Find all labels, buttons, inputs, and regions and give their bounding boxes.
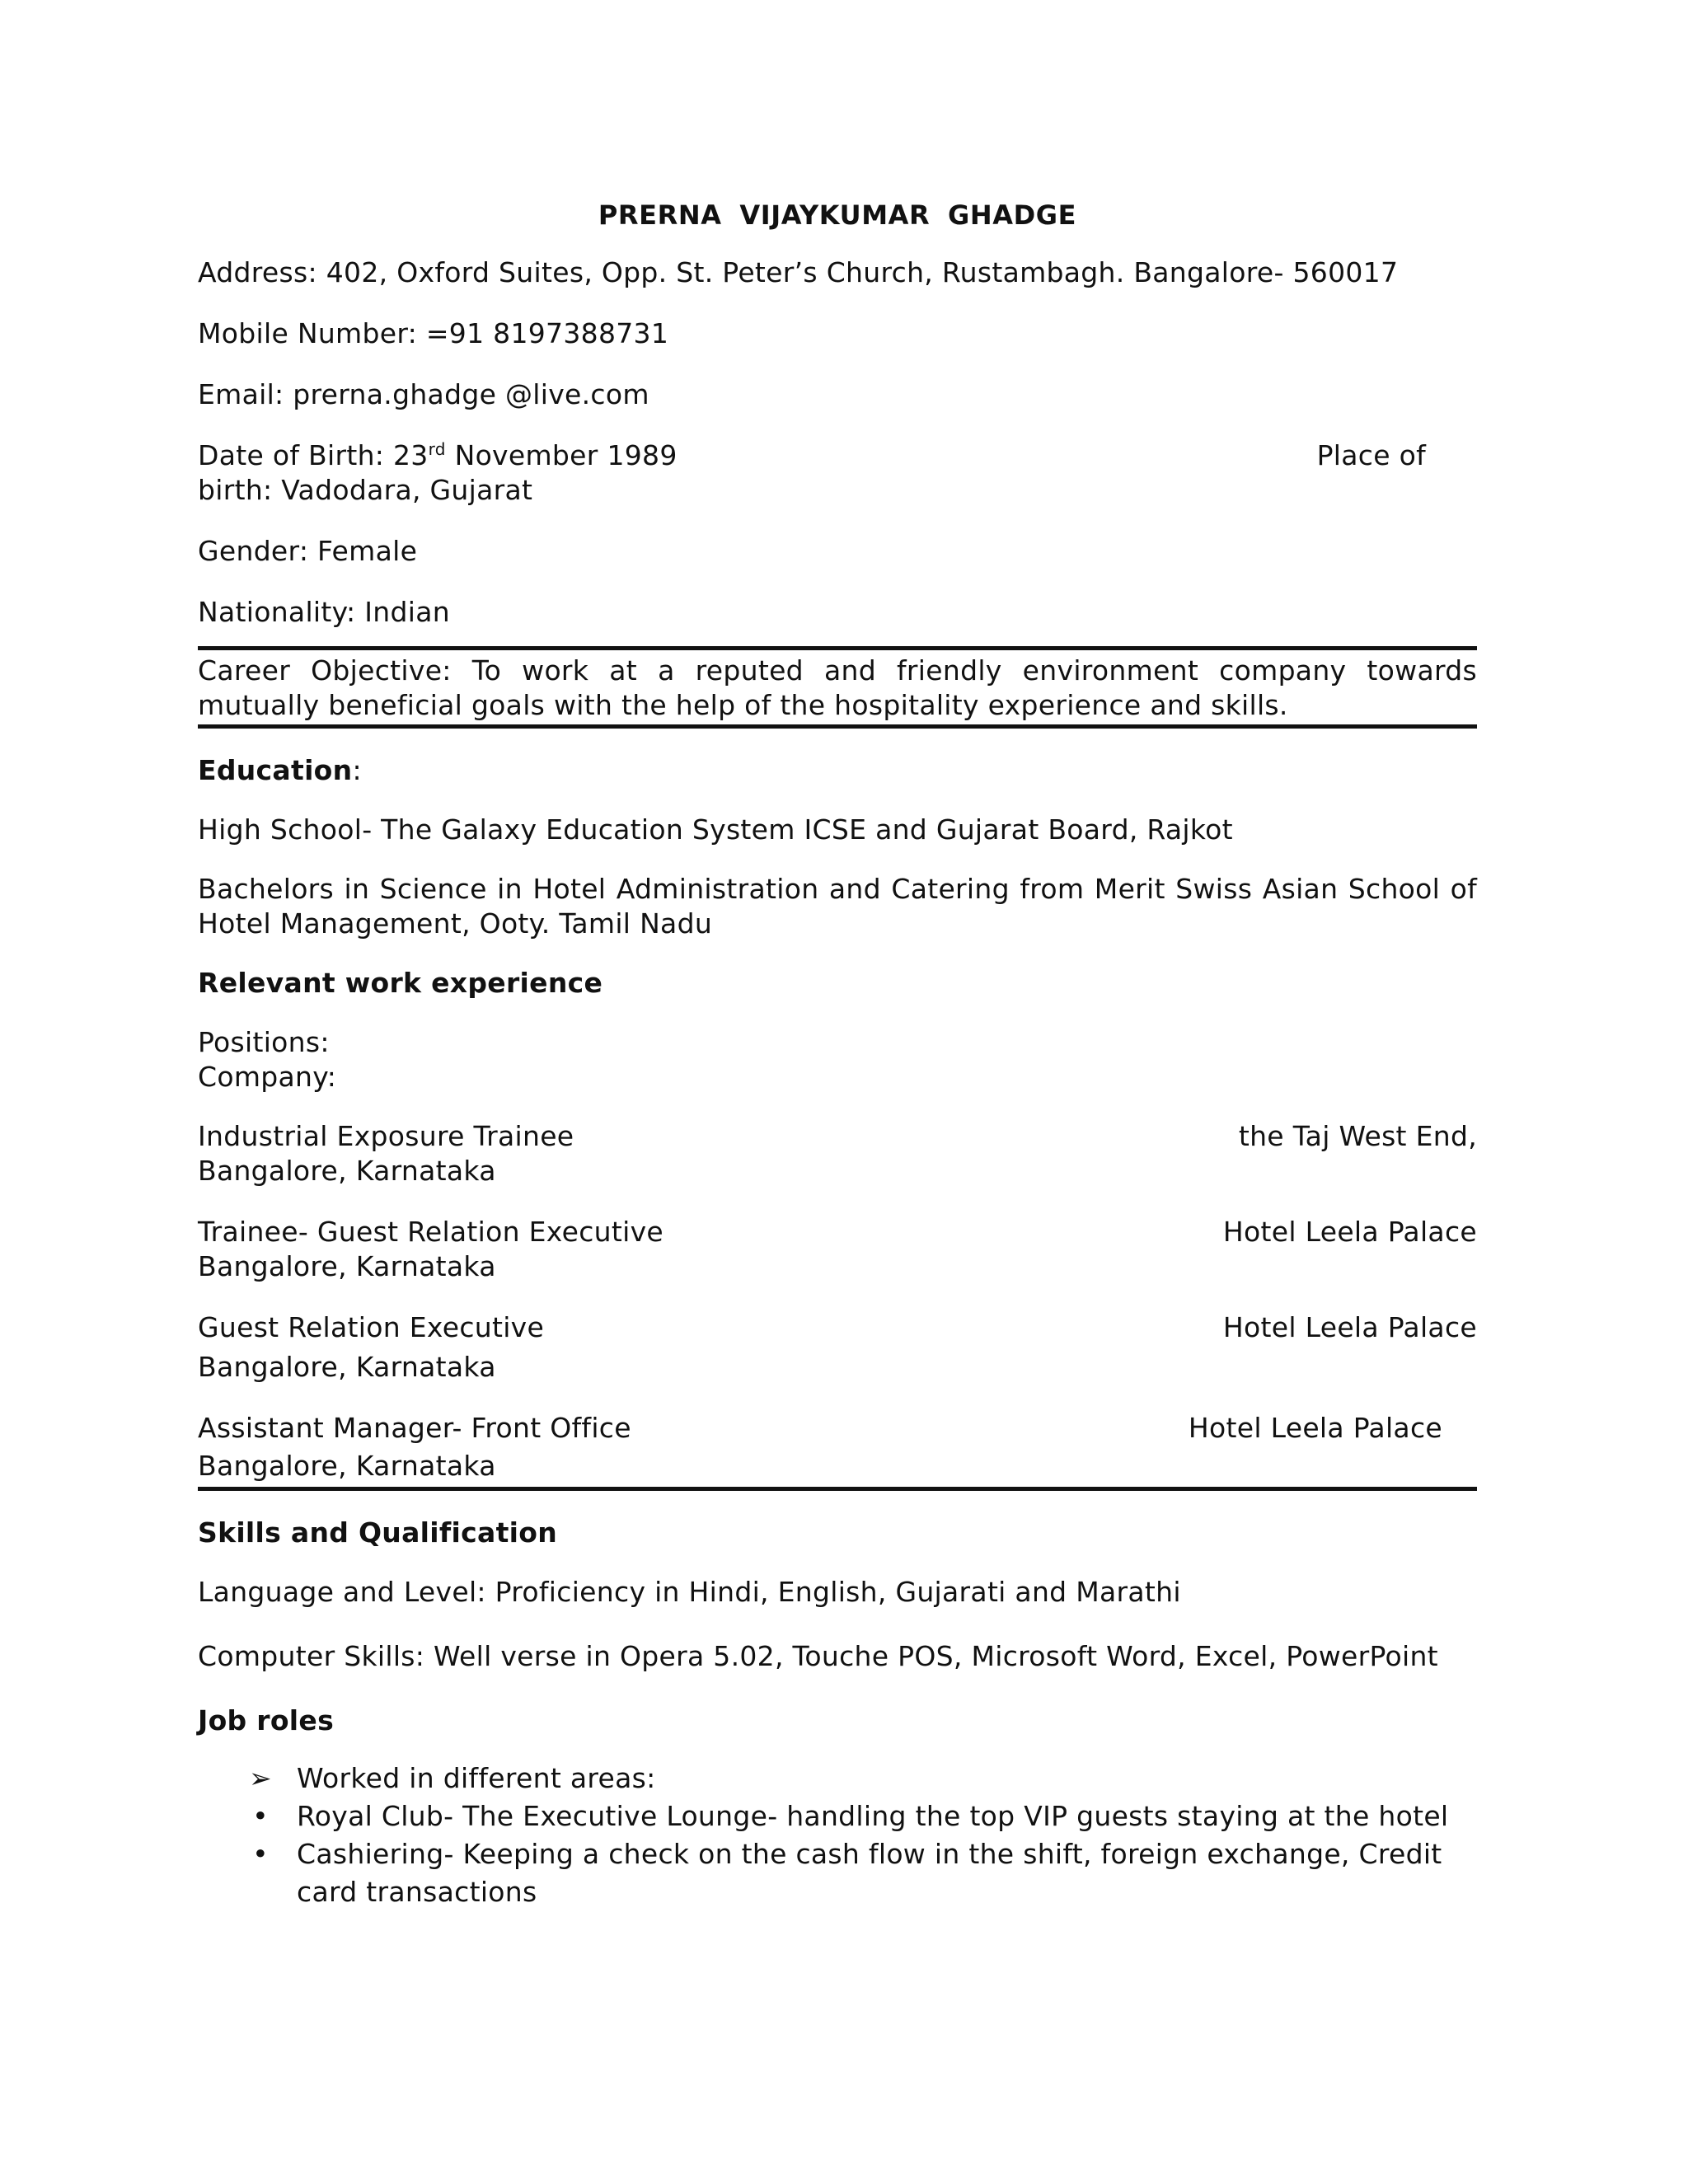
candidate-name: PRERNA VIJAYKUMAR GHADGE [598,199,1077,231]
education-item: High School- The Galaxy Education System ICSE and Gujarat Board, Rajkot [198,813,1233,846]
skills-heading: Skills and Qualification [198,1516,558,1549]
experience-item [198,1119,1477,1188]
bullet-icon: • [252,1838,269,1870]
experience-item [198,1310,1477,1385]
job-roles-heading: Job roles [198,1704,335,1736]
birth-block [198,438,1477,508]
address-label: Address: [198,256,317,288]
arrow-bullet-icon: ➢ [249,1762,272,1794]
gender-line [198,534,1477,569]
email-line [198,377,1477,412]
dob-day: 23 [393,439,429,471]
job-roles-list [198,1760,1477,1911]
gender-value: Female [317,535,418,567]
email-value: prerna.ghadge @live.com [293,378,649,410]
career-objective: Career Objective: To work at a reputed and friendly environment company towards mutually beneficial goals with the help of the hospitality experience and skills. [198,654,1477,721]
experience-location: Bangalore, Karnataka [198,1450,496,1482]
place-of-birth-rest: birth: Vadodara, Gujarat [198,474,533,506]
computer-skills: Computer Skills: Well verse in Opera 5.02, Touche POS, Microsoft Word, Excel, PowerPoint [198,1640,1438,1672]
experience-position: Trainee- Guest Relation Executive [198,1216,664,1248]
bullet-icon: • [252,1800,269,1832]
dob-rest: November 1989 [454,439,678,471]
place-of-birth-start: Place of [1316,439,1426,471]
experience-position: Industrial Exposure Trainee [198,1120,574,1152]
education-heading: Education: [198,754,362,786]
job-role-text: Worked in different areas: [297,1762,656,1794]
company-label: Company: [198,1061,337,1093]
dob-text [198,438,678,473]
list-item [249,1760,1477,1797]
address-value: 402, Oxford Suites, Opp. St. Peter’s Church, Rustambagh. Bangalore- 560017 [326,256,1399,288]
divider-top [198,646,1477,650]
address-line [198,255,1477,290]
resume-page [198,198,1477,1911]
mobile-line [198,316,1477,351]
job-role-text: Royal Club- The Executive Lounge- handling the top VIP guests staying at the hotel [297,1800,1449,1832]
experience-position: Assistant Manager- Front Office [198,1412,631,1444]
nationality-label: Nationality: [198,596,356,628]
experience-location: Bangalore, Karnataka [198,1351,496,1383]
list-item [252,1797,1477,1835]
experience-item [198,1215,1477,1284]
experience-heading: Relevant work experience [198,967,603,999]
experience-labels [198,1025,1477,1094]
list-item [252,1835,1477,1911]
experience-company: Hotel Leela Palace [1222,1216,1477,1248]
divider-experience [198,1487,1477,1491]
mobile-value: =91 8197388731 [425,317,669,349]
experience-location: Bangalore, Karnataka [198,1155,496,1187]
education-item: Bachelors in Science in Hotel Administration and Catering from Merit Swiss Asian School of Hotel Management, Ooty. Tamil Nadu [198,873,1477,940]
experience-company: Hotel Leela Palace [1188,1412,1442,1444]
job-role-text: Cashiering- Keeping a check on the cash flow in the shift, foreign exchange, Credit card transactions [297,1838,1442,1908]
language-skills: Language and Level: Proficiency in Hindi, English, Gujarati and Marathi [198,1576,1181,1608]
dob-row [198,438,1477,473]
divider-objective [198,724,1477,729]
email-label: Email: [198,378,284,410]
dob-suffix: rd [428,439,446,459]
mobile-label: Mobile Number: [198,317,418,349]
experience-company: the Taj West End, [1238,1120,1477,1152]
experience-company: Hotel Leela Palace [1222,1311,1477,1343]
gender-label: Gender: [198,535,309,567]
positions-label: Positions: [198,1026,330,1058]
experience-item [198,1411,1477,1483]
nationality-line [198,595,1477,630]
dob-label: Date of Birth: [198,439,385,471]
experience-position: Guest Relation Executive [198,1311,545,1343]
nationality-value: Indian [364,596,450,628]
experience-location: Bangalore, Karnataka [198,1250,496,1282]
